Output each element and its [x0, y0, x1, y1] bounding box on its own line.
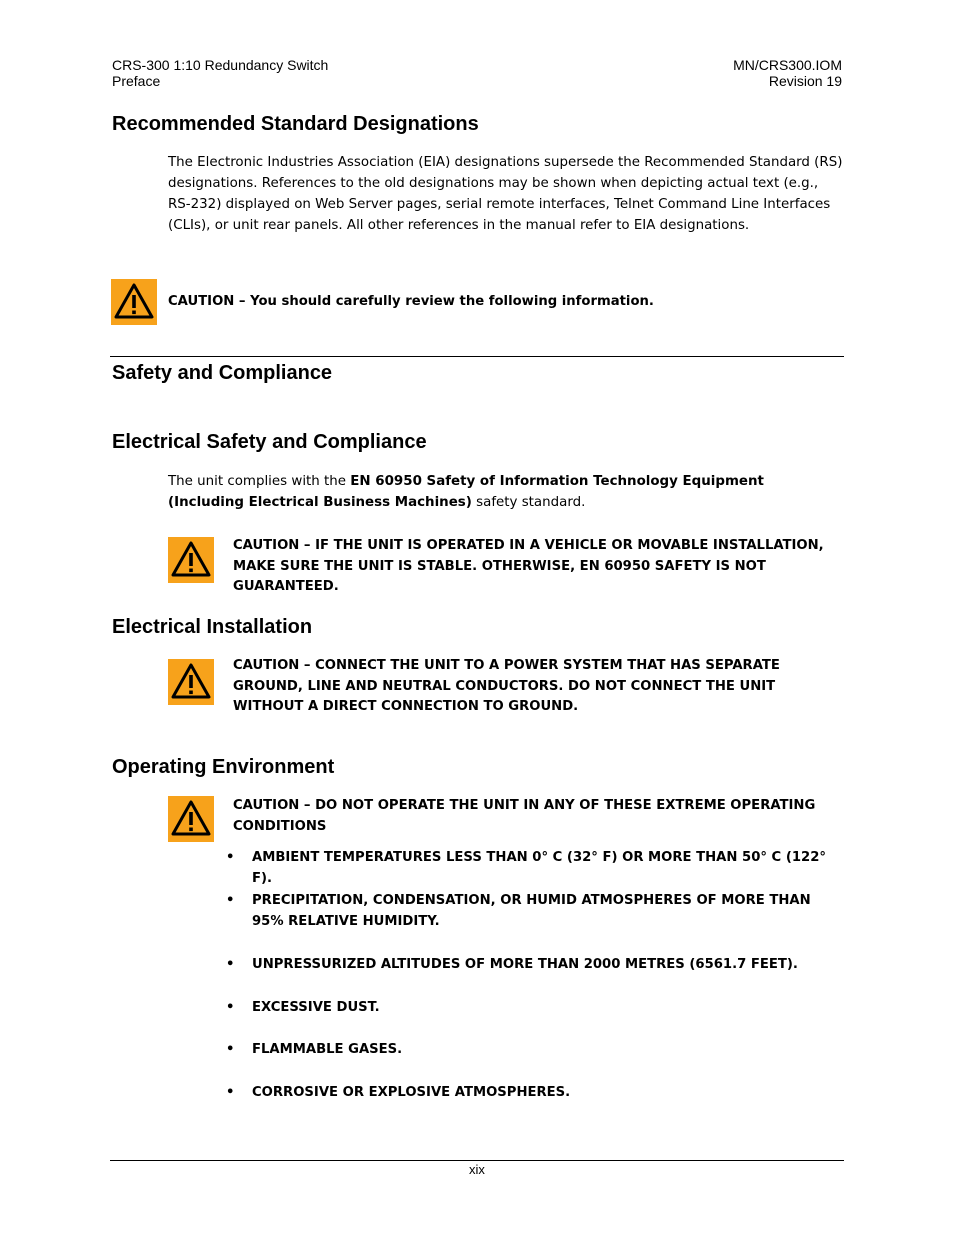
list-item: • FLAMMABLE GASES. — [226, 1040, 846, 1061]
list-item: • CORROSIVE OR EXPLOSIVE ATMOSPHERES. — [226, 1083, 846, 1104]
heading-electrical-safety-and-compliance: Electrical Safety and Compliance — [112, 431, 427, 453]
running-header-right — [733, 57, 842, 89]
list-item: • PRECIPITATION, CONDENSATION, OR HUMID ATMOSPHERES OF MORE THAN 95% RELATIVE HUMIDITY. — [226, 891, 846, 932]
warning-triangle-icon — [168, 659, 214, 705]
document-section: Preface — [112, 73, 161, 89]
heading-recommended-standard-designations: Recommended Standard Designations — [112, 113, 479, 135]
electrical-safety-paragraph — [168, 471, 844, 513]
footer-divider — [110, 1160, 844, 1161]
heading-electrical-installation: Electrical Installation — [112, 616, 313, 638]
rsd-paragraph: The Electronic Industries Association (EIA) designations supersede the Recommended Standard (RS) designations. References to the old designations may be shown when depicting actual text (e.g., RS-232) displayed on Web Server pages, serial remote interfaces, Telnet Command Line Interfaces (CLIs), or unit rear panels. All other references in the manual refer to EIA designations. — [168, 155, 843, 233]
electrical-safety-text-after: safety standard. — [471, 495, 586, 510]
document-number: MN/CRS300.IOM — [733, 57, 842, 73]
document-revision: Revision 19 — [768, 73, 842, 89]
warning-triangle-icon — [111, 279, 157, 325]
list-item: • AMBIENT TEMPERATURES LESS THAN 0° C (32° F) OR MORE THAN 50° C (122° F). — [226, 848, 846, 889]
list-item: • EXCESSIVE DUST. — [226, 998, 846, 1019]
list-item: • UNPRESSURIZED ALTITUDES OF MORE THAN 2000 METRES (6561.7 FEET). — [226, 955, 846, 976]
operating-environment-caution-text: CAUTION – DO NOT OPERATE THE UNIT IN ANY OF THESE EXTREME OPERATING CONDITIONS — [233, 798, 816, 834]
electrical-installation-caution-text: CAUTION – CONNECT THE UNIT TO A POWER SYSTEM THAT HAS SEPARATE GROUND, LINE AND NEUTRAL CONDUCTORS. DO NOT CONNECT THE UNIT WITHOUT A DIRECT CONNECTION TO GROUND. — [233, 658, 780, 714]
rsd-caution-text: CAUTION – You should carefully review the following information. — [168, 294, 654, 309]
page-number: xix — [469, 1162, 485, 1177]
warning-triangle-icon — [168, 537, 214, 583]
warning-triangle-icon — [168, 796, 214, 842]
electrical-safety-caution-text: CAUTION – IF THE UNIT IS OPERATED IN A VEHICLE OR MOVABLE INSTALLATION, MAKE SURE THE UNIT IS STABLE. OTHERWISE, EN 60950 SAFETY IS NOT GUARANTEED. — [233, 538, 824, 594]
running-header-left — [112, 57, 328, 89]
electrical-safety-standard-name: EN 60950 Safety of Information Technology Equipment (Including Electrical Business Machines) — [168, 474, 764, 510]
document-title: CRS-300 1:10 Redundancy Switch — [112, 57, 329, 73]
section-divider — [110, 356, 844, 357]
heading-safety-and-compliance: Safety and Compliance — [112, 362, 333, 384]
heading-operating-environment: Operating Environment — [112, 756, 335, 778]
electrical-safety-text-before: The unit complies with the — [168, 474, 351, 489]
